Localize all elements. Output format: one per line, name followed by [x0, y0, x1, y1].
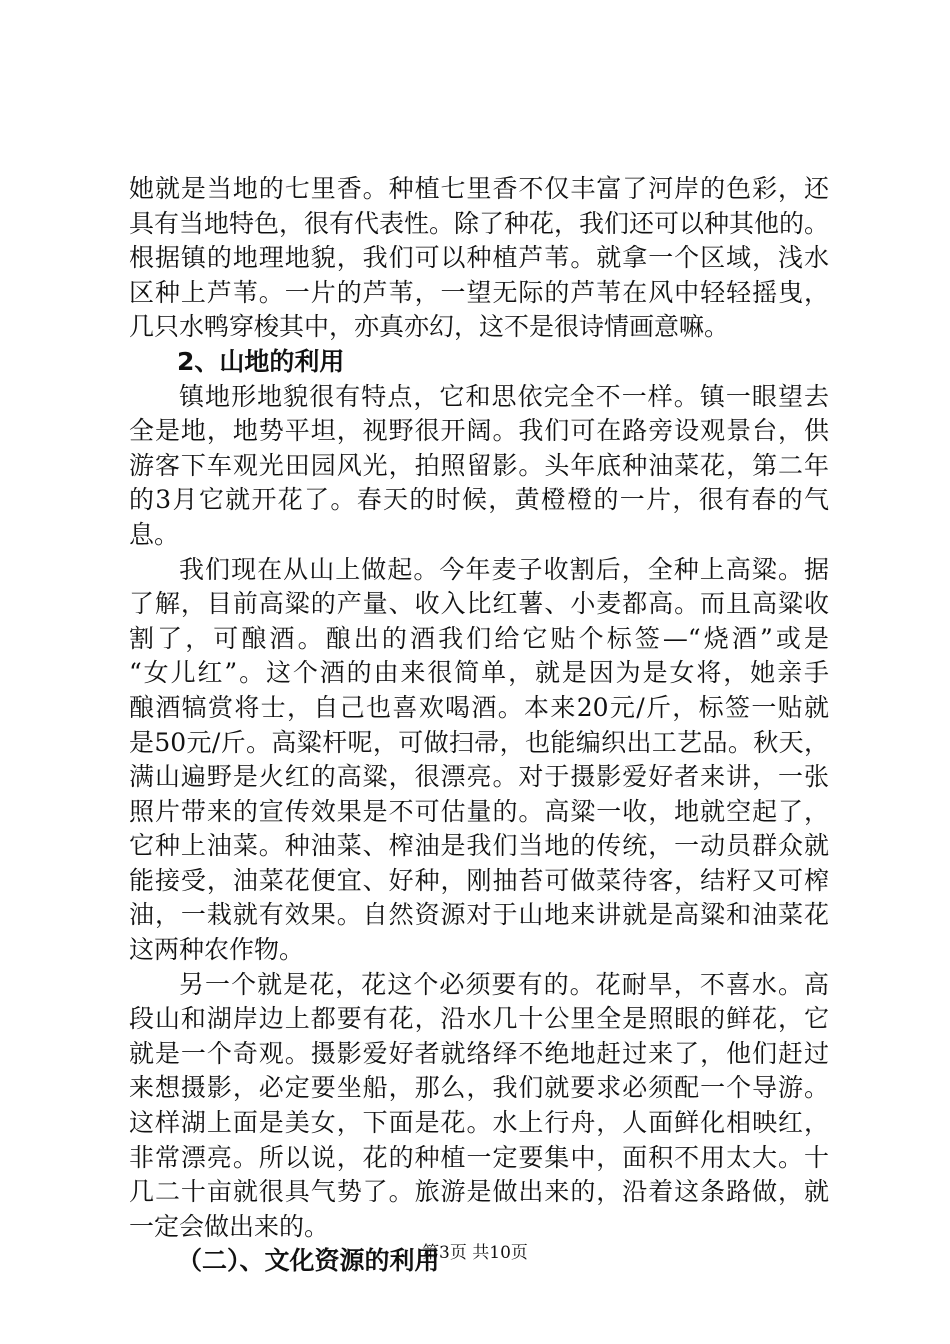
paragraph-line: 了解，目前高粱的产量、收入比红薯、小麦都高。而且高粱收 — [129, 589, 829, 619]
paragraph-line: 一定会做出来的。 — [129, 1211, 330, 1241]
section-heading: 2、山地的利用 — [177, 346, 345, 376]
paragraph-line: 这样湖上面是美女，下面是花。水上行舟，人面鲜化相映红， — [129, 1108, 829, 1138]
paragraph-line: 我们现在从山上做起。今年麦子收割后，全种上高粱。据 — [179, 554, 829, 584]
paragraph-line: 满山遍野是火红的高粱，很漂亮。对于摄影爱好者来讲，一张 — [129, 762, 829, 792]
page-footer: 第3页 共10页 — [422, 1243, 528, 1263]
paragraph-line: 区种上芦苇。一片的芦苇，一望无际的芦苇在风中轻轻摇曳， — [129, 277, 829, 307]
paragraph-line: 她就是当地的七里香。种植七里香不仅丰富了河岸的色彩，还 — [129, 174, 829, 203]
paragraph-line: 根据镇的地理地貌，我们可以种植芦苇。就拿一个区域，浅水 — [129, 243, 829, 273]
paragraph-line: 照片带来的宣传效果是不可估量的。高粱一收，地就空起了， — [129, 796, 829, 826]
paragraph-line: 另一个就是花，花这个必须要有的。花耐旱，不喜水。高 — [179, 969, 829, 999]
paragraph-line: 非常漂亮。所以说，花的种植一定要集中，面积不用太大。十 — [129, 1142, 829, 1172]
paragraph-line: 酿酒犒赏将士，自己也喜欢喝酒。本来20元/斤，标签一贴就 — [129, 692, 829, 722]
paragraph-line: 的3月它就开花了。春天的时候，黄橙橙的一片，很有春的气 — [129, 485, 829, 515]
paragraph-line: 能接受，油菜花便宜、好种，刚抽苔可做菜待客，结籽又可榨 — [129, 865, 829, 895]
paragraph-line: 来想摄影，必定要坐船，那么，我们就要求必须配一个导游。 — [129, 1073, 829, 1103]
section-heading: （二）、文化资源的利用 — [177, 1246, 440, 1276]
paragraph-line: 具有当地特色，很有代表性。除了种花，我们还可以种其他的。 — [129, 208, 830, 238]
paragraph-line: 就是一个奇观。摄影爱好者就络绎不绝地赶过来了，他们赶过 — [129, 1038, 829, 1068]
paragraph-line: 割了，可酿酒。酿出的酒我们给它贴个标签—“烧酒”或是 — [129, 623, 829, 653]
paragraph-line: 全是地，地势平坦，视野很开阔。我们可在路旁设观景台，供 — [129, 416, 829, 446]
paragraph-line: 几二十亩就很具气势了。旅游是做出来的，沿着这条路做，就 — [129, 1177, 829, 1207]
paragraph-line: 息。 — [129, 519, 180, 549]
document-body — [129, 172, 829, 1279]
paragraph-line: 是50元/斤。高粱杆呢，可做扫帚，也能编织出工艺品。秋天， — [129, 727, 829, 757]
paragraph-line: 它种上油菜。种油菜、榨油是我们当地的传统，一动员群众就 — [129, 831, 829, 861]
paragraph-line: 油，一栽就有效果。自然资源对于山地来讲就是高粱和油菜花 — [129, 900, 829, 930]
paragraph-line: 几只水鸭穿梭其中，亦真亦幻，这不是很诗情画意嘛。 — [129, 312, 730, 342]
paragraph-line: 这两种农作物。 — [129, 935, 305, 965]
paragraph-line: 镇地形地貌很有特点，它和思依完全不一样。镇一眼望去 — [179, 381, 829, 411]
paragraph-line: 游客下车观光田园风光，拍照留影。头年底种油菜花，第二年 — [129, 450, 829, 480]
paragraph-line: 段山和湖岸边上都要有花，沿水几十公里全是照眼的鲜花，它 — [129, 1004, 829, 1034]
paragraph-line: “女儿红”。这个酒的由来很简单，就是因为是女将，她亲手 — [129, 658, 829, 688]
